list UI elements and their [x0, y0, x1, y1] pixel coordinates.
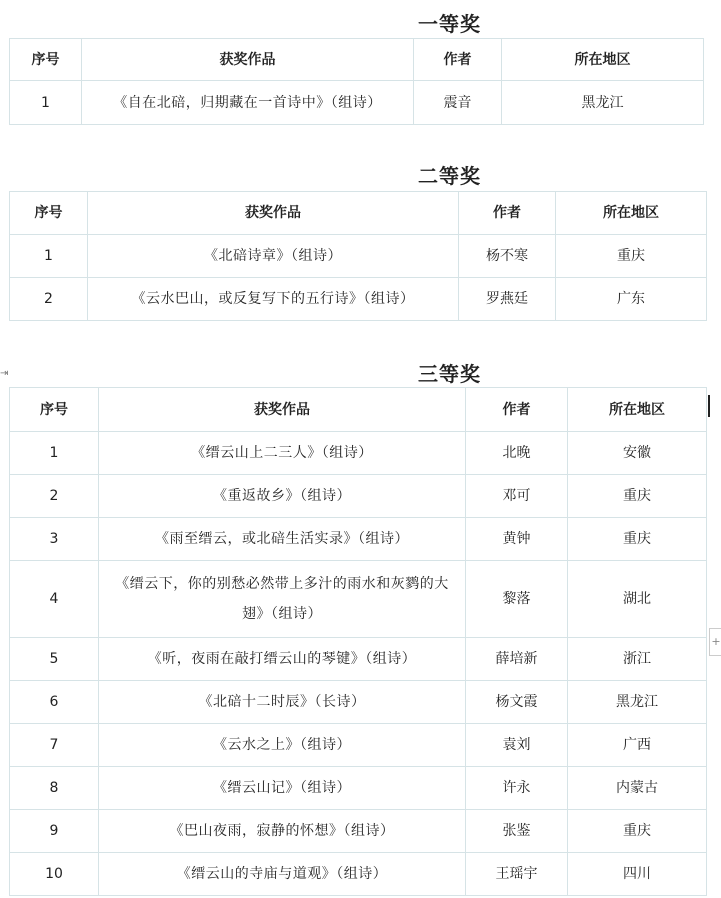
table-row [10, 81, 704, 125]
table-row [10, 432, 707, 475]
cell-region: 广东 [556, 278, 707, 321]
cell-work: 《雨至缙云，或北碚生活实录》（组诗） [99, 518, 466, 561]
cell-no: 1 [10, 235, 88, 278]
cell-work: 《重返故乡》（组诗） [99, 475, 466, 518]
cell-no: 1 [10, 432, 99, 475]
cell-author: 薛培新 [466, 638, 568, 681]
cell-author: 杨不寒 [459, 235, 556, 278]
cell-region: 内蒙古 [568, 767, 707, 810]
header-author: 作者 [414, 39, 502, 81]
cell-author: 黎落 [466, 561, 568, 638]
header-work: 获奖作品 [99, 388, 466, 432]
third-prize-title: 三等奖 [418, 362, 481, 386]
table-row [10, 681, 707, 724]
cell-no: 8 [10, 767, 99, 810]
header-region: 所在地区 [556, 192, 707, 235]
table-row [10, 724, 707, 767]
cell-work: 《自在北碚，归期藏在一首诗中》（组诗） [82, 81, 414, 125]
first-prize-title: 一等奖 [418, 12, 481, 36]
cell-work: 《云水之上》（组诗） [99, 724, 466, 767]
table-row [10, 638, 707, 681]
header-no: 序号 [10, 192, 88, 235]
cell-work: 《缙云山记》（组诗） [99, 767, 466, 810]
cell-author: 张鉴 [466, 810, 568, 853]
cell-no: 5 [10, 638, 99, 681]
cell-work: 《巴山夜雨，寂静的怀想》（组诗） [99, 810, 466, 853]
cell-work: 《缙云下，你的别愁必然带上多汁的雨水和灰鹨的大翅》（组诗） [99, 561, 466, 638]
cell-work: 《缙云山的寺庙与道观》（组诗） [99, 853, 466, 896]
cell-no: 2 [10, 278, 88, 321]
header-work: 获奖作品 [88, 192, 459, 235]
cell-region: 浙江 [568, 638, 707, 681]
cell-region: 黑龙江 [568, 681, 707, 724]
cell-no: 3 [10, 518, 99, 561]
third-prize-table [9, 387, 707, 896]
cell-no: 4 [10, 561, 99, 638]
table-row [10, 278, 707, 321]
cell-region: 四川 [568, 853, 707, 896]
table-row [10, 561, 707, 638]
cell-author: 邓可 [466, 475, 568, 518]
table-row [10, 853, 707, 896]
header-author: 作者 [466, 388, 568, 432]
cell-author: 杨文霞 [466, 681, 568, 724]
table-move-handle-icon[interactable]: ⇥ [0, 368, 9, 379]
table-row [10, 810, 707, 853]
cell-no: 6 [10, 681, 99, 724]
cell-region: 重庆 [568, 475, 707, 518]
header-work: 获奖作品 [82, 39, 414, 81]
table-header-row [10, 192, 707, 235]
cell-author: 罗燕廷 [459, 278, 556, 321]
table-row [10, 235, 707, 278]
table-row [10, 518, 707, 561]
cell-author: 袁刘 [466, 724, 568, 767]
text-cursor [708, 395, 710, 417]
cell-author: 震音 [414, 81, 502, 125]
cell-no: 10 [10, 853, 99, 896]
cell-region: 重庆 [568, 810, 707, 853]
cell-no: 1 [10, 81, 82, 125]
cell-no: 2 [10, 475, 99, 518]
cell-work: 《云水巴山，或反复写下的五行诗》（组诗） [88, 278, 459, 321]
cell-author: 许永 [466, 767, 568, 810]
cell-no: 7 [10, 724, 99, 767]
cell-region: 广西 [568, 724, 707, 767]
header-no: 序号 [10, 39, 82, 81]
cell-work: 《北碚诗章》（组诗） [88, 235, 459, 278]
table-row [10, 767, 707, 810]
plus-icon[interactable]: + [709, 628, 721, 656]
cell-work: 《听，夜雨在敲打缙云山的琴键》（组诗） [99, 638, 466, 681]
second-prize-table [9, 191, 707, 321]
header-author: 作者 [459, 192, 556, 235]
cell-region: 安徽 [568, 432, 707, 475]
table-header-row [10, 39, 704, 81]
cell-author: 王瑶宇 [466, 853, 568, 896]
cell-region: 重庆 [556, 235, 707, 278]
table-header-row [10, 388, 707, 432]
first-prize-table [9, 38, 704, 125]
header-region: 所在地区 [568, 388, 707, 432]
header-region: 所在地区 [502, 39, 704, 81]
cell-author: 北晚 [466, 432, 568, 475]
header-no: 序号 [10, 388, 99, 432]
table-row [10, 475, 707, 518]
second-prize-title: 二等奖 [418, 164, 481, 188]
cell-region: 黑龙江 [502, 81, 704, 125]
cell-region: 重庆 [568, 518, 707, 561]
cell-no: 9 [10, 810, 99, 853]
cell-author: 黄钟 [466, 518, 568, 561]
cell-region: 湖北 [568, 561, 707, 638]
cell-work: 《缙云山上二三人》（组诗） [99, 432, 466, 475]
cell-work: 《北碚十二时辰》（长诗） [99, 681, 466, 724]
